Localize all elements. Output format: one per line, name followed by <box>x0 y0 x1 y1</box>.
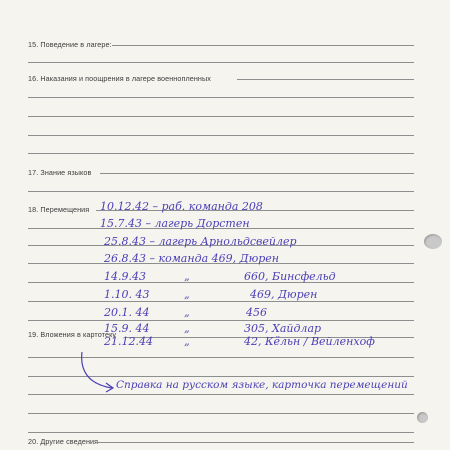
rule-line <box>237 79 414 80</box>
rule-line <box>96 442 414 443</box>
attachment-note: Справка на русском языке, карточка перемещений <box>116 379 408 391</box>
rule-line <box>28 116 414 117</box>
transfer-text: раб. команда 208 <box>161 200 263 213</box>
transfer-text: 42, Кёльн / Вейленхоф <box>244 335 375 348</box>
rule-line <box>28 301 414 302</box>
transfer-entry: 25.8.43 – лагерь Арнольдсвейлер <box>104 235 297 248</box>
section-17-label: 17. Знание языков <box>28 168 92 177</box>
rule-line <box>112 45 414 46</box>
transfer-date: 10.12.42 <box>100 200 149 213</box>
transfer-entry: 10.12.42 – раб. команда 208 <box>100 200 263 213</box>
punch-hole <box>417 412 428 423</box>
transfer-date: 21.12.44 <box>104 335 153 348</box>
rule-line <box>28 282 414 283</box>
transfer-text: 305, Хайдлар <box>244 322 322 335</box>
ditto-mark: „ <box>184 270 190 283</box>
transfer-entry: 15.7.43 – лагерь Дорстен <box>100 217 250 230</box>
rule-line <box>28 191 414 192</box>
transfer-date: 1.10. 43 <box>104 288 150 301</box>
transfer-text: лагерь Арнольдсвейлер <box>158 235 297 248</box>
rule-line <box>28 153 414 154</box>
ditto-mark: „ <box>184 306 190 319</box>
rule-line <box>100 173 414 174</box>
transfer-date: 20.1. 44 <box>104 306 150 319</box>
transfer-text: 660, Бинсфельд <box>244 270 336 283</box>
punch-hole <box>424 234 442 249</box>
transfer-date: 15.7.43 <box>100 217 142 230</box>
section-19-label: 19. Вложения в картотеку <box>28 330 117 339</box>
transfer-date: 26.8.43 <box>104 252 146 265</box>
curved-arrow-icon <box>76 350 120 398</box>
transfer-text: лагерь Дорстен <box>154 217 250 230</box>
transfer-text: команда 469, Дюрен <box>158 252 280 265</box>
rule-line <box>28 320 414 321</box>
ditto-mark: „ <box>184 335 190 348</box>
transfer-date: 15.9. 44 <box>104 322 150 335</box>
ditto-mark: „ <box>184 322 190 335</box>
rule-line <box>28 413 414 414</box>
transfer-text: 469, Дюрен <box>250 288 318 301</box>
rule-line <box>28 432 414 433</box>
ditto-mark: „ <box>184 288 190 301</box>
transfer-text: 456 <box>246 306 267 319</box>
section-18-label: 18. Перемещения <box>28 205 90 214</box>
rule-line <box>28 97 414 98</box>
section-20-label: 20. Другие сведения <box>28 437 99 446</box>
section-15-label: 15. Поведение в лагере: <box>28 40 112 49</box>
transfer-date: 14.9.43 <box>104 270 146 283</box>
rule-line <box>28 62 414 63</box>
transfer-date: 25.8.43 <box>104 235 146 248</box>
section-16-label: 16. Наказания и поощрения в лагере военнопленных <box>28 74 211 83</box>
transfer-entry: 26.8.43 – команда 469, Дюрен <box>104 252 280 265</box>
rule-line <box>28 135 414 136</box>
